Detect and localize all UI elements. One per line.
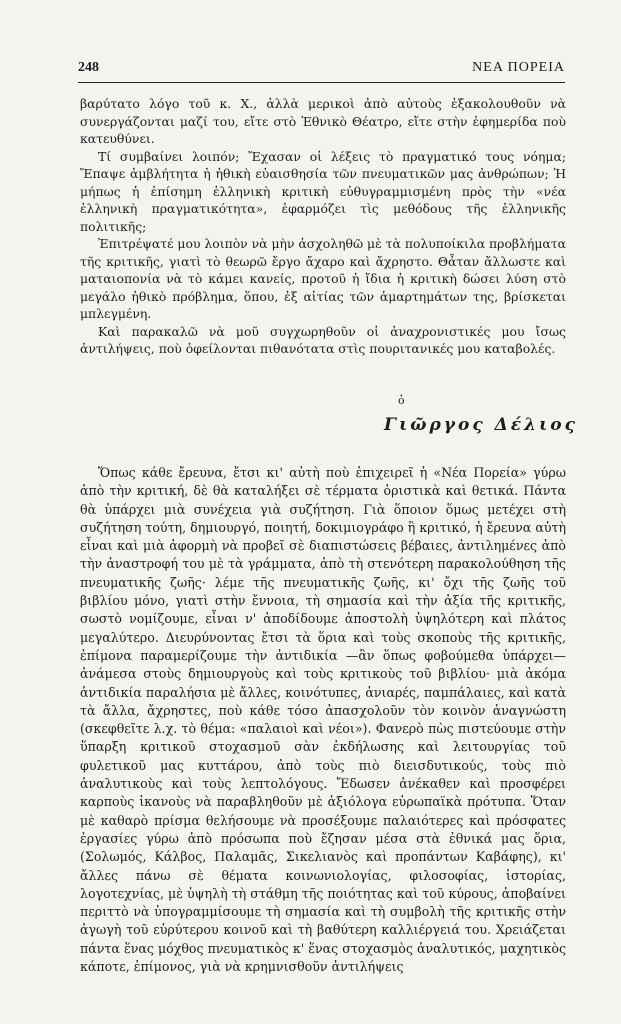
second-section <box>80 464 566 976</box>
running-head: ΝΕΑ ΠΟΡΕΙΑ <box>472 60 565 75</box>
author-name: Γιῶργος Δέλιος <box>384 415 578 435</box>
essay-paragraph: Ὅπως κάθε ἔρευνα, ἔτσι κι' αὐτὴ ποὺ ἐπιχειρεῖ ἡ «Νέα Πορεία» γύρω ἀπὸ τὴν κριτική, δὲ θὰ καταλήξει σὲ τέρματα ὁριστικὰ καὶ θετικά. Πάντα θὰ ὑπάρχει μιὰ συνέχεια γιὰ συζήτηση. Γιὰ ὅποιον ὅμως μετέχει στὴ συζήτηση τούτη, δημιουργό, ποιητή, δοκιμιογράφο ἢ κριτικό, ἡ ἔρευνα αὐτὴ εἶναι καὶ μιὰ ἀφορμὴ νὰ προβεῖ σὲ διαπιστώσεις βέβαιες, ἀντιλημένες ἀπὸ τὴν ἀναστροφή του μὲ τὰ γράμματα, ἀπὸ τὴ στενότερη παρακολούθηση τῆς πνευματικῆς ζωῆς· λέμε τῆς πνευματικῆς ζωῆς, κι' ὄχι τῆς ζωῆς τοῦ βιβλίου μόνο, γιατὶ στὴν ἔννοια, τὴ σημασία καὶ τὴν ἀξία τῆς κριτικῆς, σωστὸ νομίζουμε, εἶναι ν' ἀποδίδουμε ἀποστολὴ ὑψηλότερη καὶ πλάτος μεγαλύτερο. Διευρύνοντας ἔτσι τὰ ὅρια καὶ τοὺς σκοποὺς τῆς κριτικῆς, ἐπίμονα παραμερίζουμε τὴν ἀντιδικία —ἂν ὅπως φοβούμεθα ὑπάρχει— ἀνάμεσα στοὺς δημιουργοὺς καὶ τοὺς κριτικοὺς τοῦ βιβλίου· μιὰ ἀκόμα ἀντιδικία παραλήσια μὲ ἄλλες, κοινότυπες, ἀνιαρές, παμπάλαιες, καὶ κατὰ τὰ ἄλλα, ἄχρηστες, ποὺ κάθε τόσο ἀπασχολοῦν τὸν κοινὸν ἀναγνώστη (σκεφθεῖτε λ.χ. τὸ θέμα: «παλαιοὶ καὶ νέοι»). Φανερὸ πὼς πιστεύουμε στὴν ὕπαρξη κριτικοῦ στοχασμοῦ σὰν ἐκδήλωσης καὶ λειτουργίας τοῦ φυλετικοῦ μας κυττάρου, ἀπὸ τοὺς πιὸ διεισδυτικούς, τοὺς πιὸ ἀναλυτικοὺς καὶ τοὺς λεπτολόγους. Ἔδωσεν ἀνέκαθεν καὶ προσφέρει καρποὺς ἱκανοὺς νὰ παραβληθοῦν μὲ ἀξιόλογα εὐρωπαϊκὰ πρότυπα. Ὅταν μὲ καθαρὸ πρίσμα θελήσουμε νὰ προσέξουμε παλαιότερες καὶ πρόσφατες ἐργασίες γύρω ἀπὸ πρόσωπα ποὺ ἔζησαν μέσα στὰ ἐθνικά μας ὅρια, (Σολωμός, Κάλβος, Παλαμᾶς, Σικελιανὸς καὶ προπάντων Καβάφης), κι' ἄλλες πάνω σὲ θέματα κοινωνιολογίας, φιλοσοφίας, ἱστορίας, λογοτεχνίας, μὲ ὑψηλὴ τὴ στάθμη τῆς ποιότητας καὶ τοῦ κύρους, ἀποβαίνει περιττὸ νὰ ὑπογραμμίσουμε τὴ σημασία καὶ τὴ συμβολὴ τῆς κριτικῆς στὴν ἀγωγὴ τοῦ εὐρύτερου κοινοῦ καὶ τὴ βαθύτερη καλλιέργειά του. Χρειάζεται πάντα ἕνας μόχθος πνευματικὸς κ' ἕνας στοχασμὸς ἀναλυτικός, μαχητικὸς κάποτε, ἐπίμονος, γιὰ νὰ κρημνισθοῦν ἀντιλήψεις <box>80 465 566 975</box>
byline-article: ὁ <box>398 394 405 407</box>
paragraph-4: Καὶ παρακαλῶ νὰ μοῦ συγχωρηθοῦν οἱ ἀναχρονιστικές μου ἴσως ἀντιλήψεις, ποὺ ὀφείλονται πιθανότατα στὶς πουριτανικές μου καταβολές. <box>80 323 566 356</box>
page-number: 248 <box>78 60 99 75</box>
page-header <box>78 58 565 83</box>
first-section <box>80 95 566 358</box>
paragraph-3: Ἐπιτρέψατέ μου λοιπὸν νὰ μὴν ἀσχοληθῶ μὲ τὰ πολυποίκιλα προβλήματα τῆς κριτικῆς, γιατὶ τὸ θεωρῶ ἔργο ἄχαρο καὶ ἄχρηστο. Θἆταν ἄλλωστε καὶ ματαιοπονία νὰ τὸ κάμει κανείς, προτοῦ ἡ ἴδια ἡ κριτικὴ δώσει λύση στὸ μεγάλο ἠθικὸ πρόβλημα, ὅπου, ἐξ αἰτίας τῶν ἁμαρτημάτων της, βρίσκεται μπλεγμένη. <box>80 236 566 321</box>
paragraph-1: βαρύτατο λόγο τοῦ κ. Χ., ἀλλὰ μερικοὶ ἀπὸ αὐτοὺς ἐξακολουθοῦν νὰ συνεργάζονται μαζί του, εἴτε στὸ Ἐθνικὸ Θέατρο, εἴτε στὴν ἐφημερίδα ποὺ κατευθύνει. <box>80 96 566 146</box>
paragraph-2: Τί συμβαίνει λοιπόν; Ἔχασαν οἱ λέξεις τὸ πραγματικό τους νόημα; Ἔπαψε ἀμβλήτητα ἡ ἠθικὴ εὐαισθησία τῶν πνευματικῶν μας ἀνθρώπων; Ἡ μήπως ἡ ἐπίσημη ἑλληνικὴ κριτικὴ εὐθυγραμμισμένη πρὸς τὴν «νέα ἑλληνικὴ πραγματικότητα», ἐφαρμόζει τὶς μεθόδους τῆς ἑλληνικῆς πολιτικῆς; <box>80 148 566 234</box>
